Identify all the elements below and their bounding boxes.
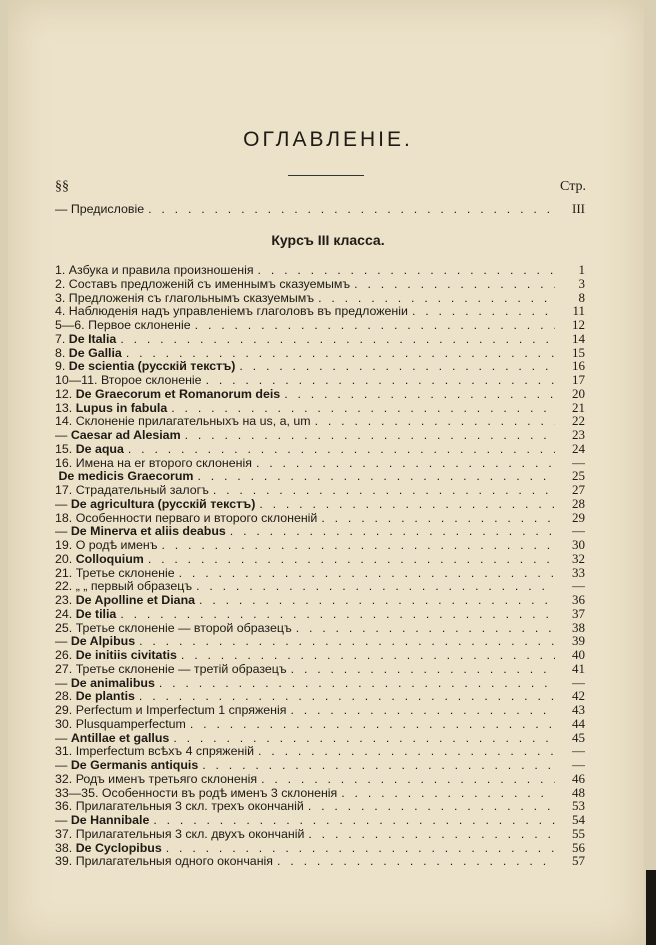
entry-number: —	[55, 496, 68, 511]
entry-number: 26.	[55, 648, 73, 662]
entry-number: 2.	[55, 276, 66, 291]
entry-number: 9.	[55, 359, 66, 374]
toc-entry	[55, 662, 585, 676]
entry-number: 29.	[55, 703, 73, 717]
leader-dots	[153, 813, 555, 827]
leader-dots	[230, 524, 555, 538]
toc-entry	[55, 277, 585, 291]
entry-page: 41	[572, 661, 585, 676]
toc-entry	[55, 799, 585, 813]
entry-number: 33—35.	[55, 785, 99, 800]
entry-label: Третье склоненіе — второй образецъ	[75, 620, 292, 635]
leader-dots	[173, 731, 555, 745]
leader-dots	[206, 373, 555, 387]
leader-dots	[179, 566, 555, 580]
toc-entry	[55, 703, 585, 717]
toc-entry	[55, 524, 585, 538]
toc-entry	[55, 731, 585, 745]
entry-page: 21	[572, 400, 585, 415]
leader-dots	[315, 414, 555, 428]
entry-page: 16	[572, 359, 585, 374]
entry-label: De medicis Graecorum	[58, 469, 194, 484]
entry-page: 20	[572, 386, 585, 401]
entry-label: Страдательный залогъ	[75, 483, 209, 497]
leader-dots	[291, 662, 555, 676]
entry-page: 17	[572, 373, 585, 387]
entry-page: 55	[572, 826, 585, 841]
entry-label: Прилагательныя одного окончанія	[75, 854, 273, 869]
entry-number: 18.	[55, 510, 73, 525]
entry-number: 25.	[55, 620, 73, 635]
leader-dots	[161, 538, 555, 552]
leader-dots	[148, 552, 555, 566]
toc-entry-preface	[55, 202, 585, 216]
toc-entry	[55, 442, 585, 456]
entry-label: Plusquamperfectum	[75, 716, 186, 731]
entry-page: 43	[572, 703, 585, 717]
entry-label: „ „ первый образецъ	[75, 579, 193, 594]
section-heading: Курсъ III класса.	[271, 232, 385, 248]
leader-dots	[256, 456, 555, 470]
entry-page: 29	[572, 510, 585, 525]
entry-label: О родѣ именъ	[75, 538, 158, 552]
leader-dots	[199, 593, 555, 607]
toc-entry	[55, 318, 585, 332]
entry-number: 32.	[55, 771, 73, 786]
entry-label: De Cyclopibus	[75, 840, 162, 855]
entry-label: De Alpibus	[70, 634, 136, 649]
entry-label: De Gallia	[68, 345, 122, 360]
entry-label: De plantis	[75, 689, 135, 704]
entry-number: —	[55, 202, 68, 216]
entry-label: Caesar ad Alesiam	[70, 428, 181, 442]
entry-label: Perfectum и Imperfectum 1 спряженія	[75, 703, 287, 717]
toc-entry	[55, 414, 585, 428]
entry-number: 28.	[55, 689, 73, 704]
entry-label: Третье склоненіе — третій образецъ	[75, 661, 287, 676]
toc-entry	[55, 387, 585, 401]
toc-entry	[55, 483, 585, 497]
leader-dots	[341, 786, 555, 800]
entry-page: 12	[572, 318, 585, 332]
entry-page: —	[572, 675, 585, 690]
entry-label: Имена на er второго склоненія	[75, 455, 252, 470]
entry-label: De tilia	[75, 606, 117, 621]
leader-dots	[259, 497, 555, 511]
section-column-label: §§	[55, 179, 69, 194]
leader-dots	[196, 579, 555, 593]
entry-page: 46	[572, 771, 585, 786]
toc-entry	[55, 772, 585, 786]
entry-number: 16.	[55, 455, 73, 470]
entry-page: —	[572, 455, 585, 470]
entry-number: 7.	[55, 331, 66, 346]
entry-label: Прилагательныя 3 скл. трехъ окончаній	[75, 799, 304, 814]
toc-entry	[55, 497, 585, 511]
entry-label: De agricultura (русскій текстъ)	[70, 496, 256, 511]
leader-dots	[126, 346, 555, 360]
entry-number: —	[55, 524, 68, 539]
toc-entry	[55, 469, 585, 483]
entry-label: Третье склоненіе	[75, 565, 175, 580]
entry-page: 39	[572, 634, 585, 649]
leader-dots	[258, 744, 555, 758]
entry-label: Второе склоненіе	[100, 373, 202, 387]
title-divider	[288, 175, 364, 176]
leader-dots	[258, 263, 555, 277]
toc-entry	[55, 676, 585, 690]
entry-page: 56	[572, 840, 585, 855]
leader-dots	[412, 304, 555, 318]
entry-number: 19.	[55, 538, 73, 552]
page-title: ОГЛАВЛЕНІЕ.	[243, 128, 413, 151]
toc-entry	[55, 552, 585, 566]
entry-page: 15	[572, 345, 585, 360]
entry-label: Прилагательныя 3 скл. двухъ окончаній	[75, 826, 305, 841]
entry-label: Antillae et gallus	[70, 730, 170, 745]
entry-number: 24.	[55, 606, 73, 621]
toc-entry	[55, 538, 585, 552]
entry-page: 30	[572, 538, 585, 552]
entry-page: 22	[572, 414, 585, 429]
toc-entry	[55, 854, 585, 868]
leader-dots	[277, 854, 555, 868]
entry-number: 8.	[55, 345, 66, 360]
leader-dots	[148, 202, 555, 216]
entry-page: 54	[572, 813, 585, 827]
leader-dots	[139, 689, 555, 703]
toc-entry	[55, 634, 585, 648]
entry-label: Особенности въ родѣ именъ 3 склоненія	[101, 785, 338, 800]
toc-entry	[55, 648, 585, 662]
leader-dots	[308, 827, 555, 841]
entry-label: Imperfectum всѣхъ 4 спряженій	[75, 744, 254, 759]
entry-label: Lupus in fabula	[75, 400, 168, 415]
leader-dots	[181, 648, 555, 662]
entry-number: 22.	[55, 579, 73, 594]
toc-entry	[55, 359, 585, 373]
entry-page: 14	[572, 331, 585, 346]
entry-page: 8	[578, 290, 585, 305]
entry-label: De Germanis antiquis	[70, 758, 199, 772]
leader-dots	[195, 318, 555, 332]
leader-dots	[139, 634, 555, 648]
entry-page: 28	[572, 496, 585, 511]
toc-entry	[55, 332, 585, 346]
entry-label: Наблюденія надъ управленіемъ глаголовъ въ предложеніи	[68, 304, 408, 319]
entry-label: Особенности перваго и второго склоненій	[75, 510, 318, 525]
toc-entry	[55, 456, 585, 470]
entry-number: 27.	[55, 661, 73, 676]
entry-page: 57	[572, 854, 585, 869]
leader-dots	[202, 758, 555, 772]
leader-dots	[190, 717, 555, 731]
toc-entry	[55, 744, 585, 758]
entry-label: De Apolline et Diana	[75, 593, 196, 607]
leader-dots	[159, 676, 555, 690]
entry-page: —	[572, 524, 585, 539]
toc-entry	[55, 511, 585, 525]
entry-number: —	[55, 813, 68, 827]
entry-page: 38	[572, 620, 585, 635]
entry-label: De animalibus	[70, 675, 155, 690]
toc-entry	[55, 579, 585, 593]
entry-page: 40	[572, 648, 585, 662]
leader-dots	[284, 387, 555, 401]
leader-dots	[290, 703, 555, 717]
page-column-label: Стр.	[560, 179, 586, 194]
toc-entry	[55, 689, 585, 703]
entry-number: —	[55, 428, 68, 442]
entry-page: 44	[572, 716, 585, 731]
toc-entry	[55, 373, 585, 387]
toc-entry	[55, 263, 585, 277]
entry-number: 14.	[55, 414, 73, 429]
entry-label: De Hannibale	[70, 813, 150, 827]
entry-page: 11	[572, 304, 585, 319]
entry-label: Предложенія съ глагольнымъ сказуемымъ	[68, 290, 315, 305]
entry-label: Colloquium	[75, 551, 144, 566]
entry-number: 15.	[55, 441, 73, 456]
page-edge-shadow	[646, 870, 656, 945]
entry-label: De Italia	[68, 331, 117, 346]
leader-dots	[166, 841, 555, 855]
toc-entry	[55, 291, 585, 305]
entry-page: 27	[572, 483, 585, 497]
entry-number: 17.	[55, 483, 73, 497]
entry-page: III	[572, 202, 585, 216]
entry-label: Составъ предложеній съ именнымъ сказуемымъ	[68, 276, 351, 291]
leader-dots	[318, 291, 555, 305]
entry-number: —	[55, 675, 68, 690]
leader-dots	[120, 332, 555, 346]
entry-label: De initiis civitatis	[75, 648, 177, 662]
leader-dots	[120, 607, 555, 621]
toc-entry	[55, 841, 585, 855]
toc-entry	[55, 428, 585, 442]
entry-number: 36.	[55, 799, 73, 814]
toc-entry	[55, 786, 585, 800]
entry-number: 12.	[55, 386, 73, 401]
toc-entry	[55, 813, 585, 827]
entry-page: —	[572, 744, 585, 759]
entry-number: 31.	[55, 744, 73, 759]
entry-label: Родъ именъ третьяго склоненія	[75, 771, 258, 786]
entry-label: De Minerva et aliis deabus	[70, 524, 226, 539]
leader-dots	[308, 799, 555, 813]
entry-number: 13.	[55, 400, 73, 415]
entry-page: 45	[572, 730, 585, 745]
toc-entry	[55, 593, 585, 607]
toc-entry	[55, 566, 585, 580]
entry-label: Первое склоненіе	[88, 318, 191, 332]
entry-number: —	[55, 730, 68, 745]
entry-number: 30.	[55, 716, 73, 731]
toc-entry	[55, 621, 585, 635]
entry-number: 5—6.	[55, 318, 85, 332]
entry-label: De aqua	[75, 441, 124, 456]
entry-number: 10—11.	[55, 373, 98, 387]
entry-label: Склоненіе прилагательныхъ на us, a, um	[75, 414, 311, 429]
leader-dots	[185, 428, 555, 442]
entry-number: 3.	[55, 290, 66, 305]
leader-dots	[197, 469, 555, 483]
entry-label: Азбука и правила произношенія	[68, 263, 254, 277]
entry-page: —	[572, 758, 585, 772]
entry-number: 23.	[55, 593, 73, 607]
entry-number: 39.	[55, 854, 73, 869]
entry-label: De Graecorum et Romanorum deis	[75, 386, 281, 401]
entry-page: 33	[572, 565, 585, 580]
toc-entry	[55, 304, 585, 318]
entry-page: 37	[572, 606, 585, 621]
entry-page: 25	[572, 469, 585, 484]
entry-label: De scientia (русскій текстъ)	[68, 359, 236, 374]
entry-page: 48	[572, 785, 585, 800]
entry-number: 21.	[55, 565, 73, 580]
toc-entry	[55, 758, 585, 772]
leader-dots	[261, 772, 555, 786]
leader-dots	[354, 277, 555, 291]
entry-number: 37.	[55, 826, 73, 841]
leader-dots	[321, 511, 555, 525]
entry-number: —	[55, 634, 68, 649]
toc-entry	[55, 346, 585, 360]
entry-page: 36	[572, 593, 585, 607]
entry-number: 4.	[55, 304, 66, 319]
entry-page: 24	[572, 441, 585, 456]
entry-page: 3	[578, 276, 585, 291]
entry-page: —	[572, 579, 585, 594]
toc-entry	[55, 827, 585, 841]
leader-dots	[128, 442, 555, 456]
entry-page: 42	[572, 689, 585, 704]
entry-page: 32	[572, 551, 585, 566]
toc-entry	[55, 717, 585, 731]
entry-page: 1	[578, 263, 585, 277]
leader-dots	[239, 359, 555, 373]
entry-number: 1.	[55, 263, 66, 277]
entry-number: —	[55, 758, 68, 772]
entry-number: 20.	[55, 551, 73, 566]
toc-entry	[55, 401, 585, 415]
entry-label: Предисловіе	[70, 202, 145, 216]
leader-dots	[296, 621, 555, 635]
entry-page: 23	[572, 428, 585, 442]
toc-entry	[55, 607, 585, 621]
leader-dots	[213, 483, 555, 497]
entry-page: 53	[572, 799, 585, 814]
entry-number: 38.	[55, 840, 73, 855]
leader-dots	[171, 401, 555, 415]
